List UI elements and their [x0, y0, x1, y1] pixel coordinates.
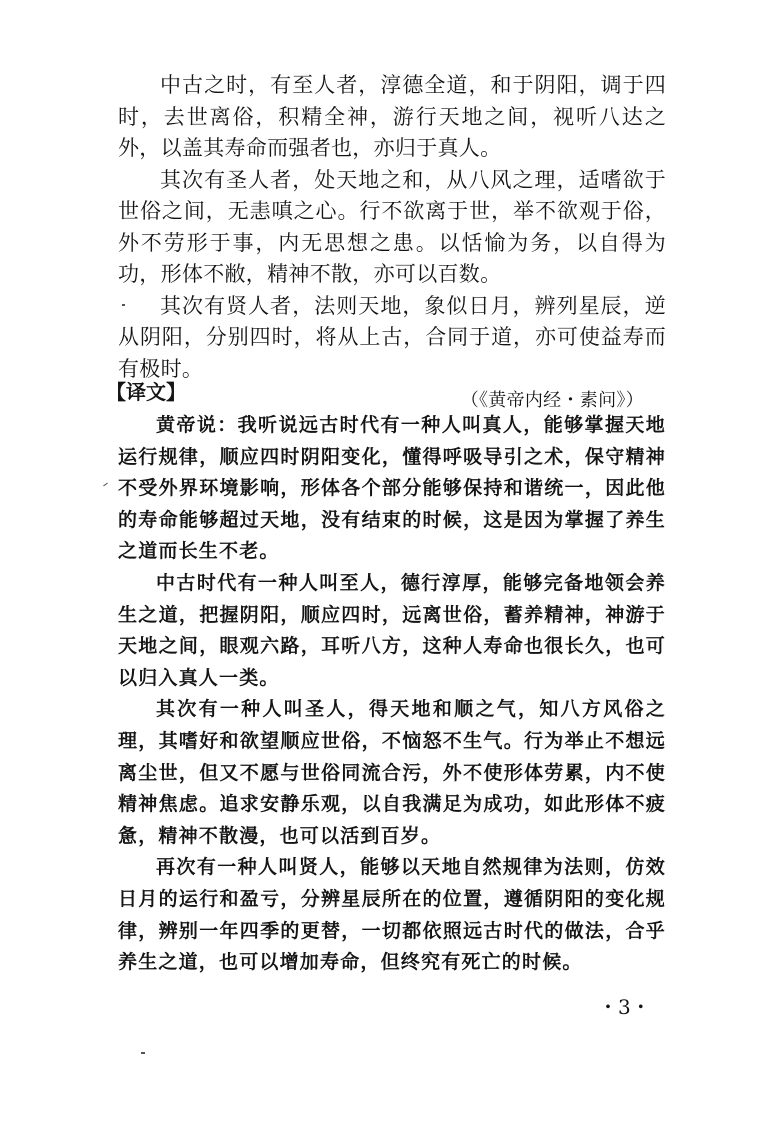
- source-citation: （《黄帝内经・素问》）: [460, 390, 644, 411]
- translation-paragraph: 其次有一种人叫圣人，得天地和顺之气，知八方风俗之理，其嗜好和欲望顺应世俗，不恼怒不生气。行为举止不想远离尘世，但又不愿与世俗同流合污，外不使形体劳累，内不使精神焦虑。追求安静乐观，以自我满足为成功，如此形体不疲惫，精神不散漫，也可以活到百岁。: [118, 698, 666, 847]
- page-number: ・3・: [598, 995, 651, 1019]
- translation-paragraph: 黄帝说：我听说远古时代有一种人叫真人，能够掌握天地运行规律，顺应四时阴阳变化，懂得呼吸导引之术，保守精神不受外界环境影响，形体各个部分能够保持和谐统一，因此他的寿命能够超过天地，没有结束的时候，这是因为掌握了养生之道而长生不老。: [118, 414, 666, 563]
- scan-mark: [141, 1052, 145, 1054]
- original-text-section: [118, 70, 666, 416]
- translation-heading: 【译文】: [106, 380, 186, 404]
- original-paragraph: 其次有圣人者，处天地之和，从八风之理，适嗜欲于世俗之间，无恚嗔之心。行不欲离于世，举不欲观于俗，外不劳形于事，内无思想之患。以恬愉为务，以自得为功，形体不敝，精神不散，亦可以百数。: [118, 167, 666, 286]
- original-paragraph: 中古之时，有至人者，淳德全道，和于阴阳，调于四时，去世离俗，积精全神，游行天地之间，视听八达之外，以盖其寿命而强者也，亦归于真人。: [118, 73, 666, 160]
- translation-section: [118, 410, 666, 979]
- translation-paragraph: 中古时代有一种人叫至人，德行淳厚，能够完备地领会养生之道，把握阴阳，顺应四时，远离世俗，蓄养精神，神游于天地之间，眼观六路，耳听八方，这种人寿命也很长久，也可以归入真人一类。: [118, 571, 666, 689]
- translation-paragraph: 再次有一种人叫贤人，能够以天地自然规律为法则，仿效日月的运行和盈亏，分辨星辰所在的位置，遵循阴阳的变化规律，辨别一年四季的更替，一切都依照远古时代的做法，合乎养生之道，也可以增加寿命，但终究有死亡的时候。: [118, 856, 666, 974]
- original-paragraph: 其次有贤人者，法则天地，象似日月，辨列星辰，逆从阴阳，分别四时，将从上古，合同于道，亦可使益寿而有极时。: [118, 293, 666, 381]
- scan-mark: [122, 304, 125, 306]
- scan-mark: [103, 483, 108, 487]
